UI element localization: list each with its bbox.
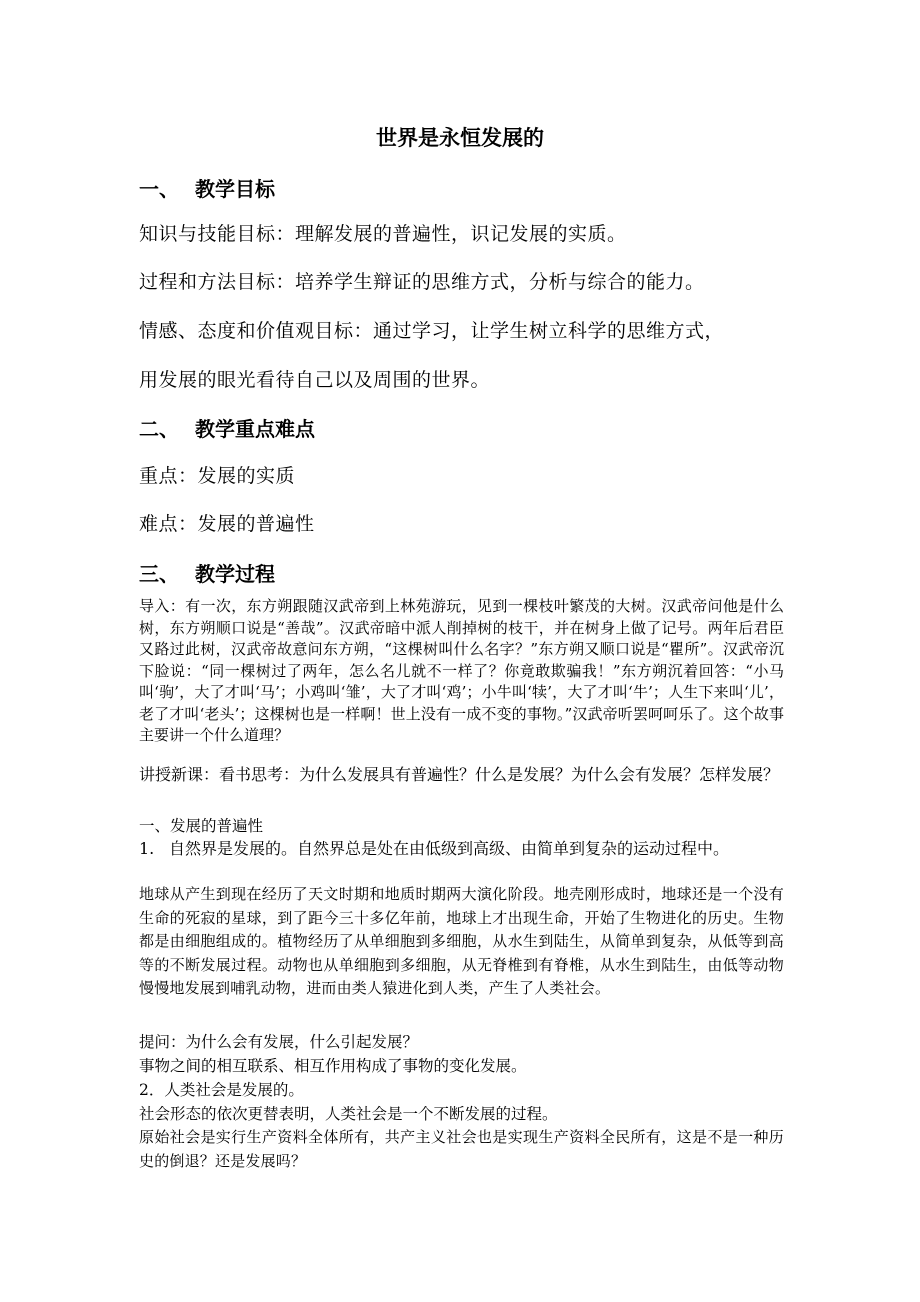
section-label: 教学过程 (195, 562, 275, 586)
primitive-society-paragraph: 原始社会是实行生产资料全体所有，共产主义社会也是实现生产资料全民所有，这是不是一种历史的倒退？还是发展吗？ (139, 1128, 784, 1170)
section-heading-process (139, 558, 275, 587)
section-label: 教学目标 (195, 177, 275, 201)
new-lesson-paragraph: 讲授新课：看书思考：为什么发展具有普遍性？什么是发展？为什么会有发展？怎样发展？ (139, 765, 780, 784)
list-item-number: 1. (139, 839, 155, 858)
goal-knowledge: 知识与技能目标：理解发展的普遍性，识记发展的实质。 (139, 223, 627, 245)
list-item-nature (139, 837, 784, 860)
section-number: 一、 (139, 177, 179, 201)
key-point-focus: 重点：发展的实质 (139, 465, 296, 487)
list-item-society: 2．人类社会是发展的。 (139, 1081, 304, 1099)
answer-line: 事物之间的相互联系、相互作用构成了事物的变化发展。 (139, 1057, 527, 1075)
section-label: 教学重点难点 (195, 417, 315, 441)
earth-paragraph: 地球从产生到现在经历了天文时期和地质时期两大演化阶段。地壳刚形成时，地球还是一个没有生命的死寂的星球，到了距今三十多亿年前，地球上才出现生命，开始了生物进化的历史。生物都是由细胞组成的。植物经历了从单细胞到多细胞，从水生到陆生，从简单到复杂，从低等到高等的不断发展过程。动物也从单细胞到多细胞，从无脊椎到有脊椎，从水生到陆生，由低等动物慢慢地发展到哺乳动物，进而由类人猿进化到人类，产生了人类社会。 (139, 885, 784, 997)
section-heading-goals (139, 173, 275, 202)
question-line: 提问：为什么会有发展，什么引起发展？ (139, 1033, 419, 1051)
goal-emotion-line2: 用发展的眼光看待自己以及周围的世界。 (139, 369, 491, 391)
goal-emotion-line1: 情感、态度和价值观目标：通过学习，让学生树立科学的思维方式， (139, 320, 725, 342)
key-point-difficulty: 难点：发展的普遍性 (139, 513, 315, 535)
page-title: 世界是永恒发展的 (376, 126, 544, 150)
list-item-text: 自然界是发展的。自然界总是处在由低级到高级、由简单到复杂的运动过程中。 (169, 839, 730, 858)
section-number: 三、 (139, 562, 179, 586)
society-line: 社会形态的依次更替表明，人类社会是一个不断发展的过程。 (139, 1105, 558, 1123)
section-heading-key-points (139, 413, 315, 442)
goal-process: 过程和方法目标：培养学生辩证的思维方式，分析与综合的能力。 (139, 271, 705, 293)
sub-heading-universality: 一、发展的普遍性 (139, 817, 264, 835)
intro-paragraph: 导入：有一次，东方朔跟随汉武帝到上林苑游玩，见到一棵枝叶繁茂的大树。汉武帝问他是什么树，东方朔顺口说是“善哉”。汉武帝暗中派人削掉树的枝干，并在树身上做了记号。两年后君臣又路过此树，汉武帝故意问东方朔，“这棵树叫什么名字？”东方朔又顺口说是“瞿所”。汉武帝沉下脸说：“同一棵树过了两年，怎么名儿就不一样了？你竟敢欺骗我！”东方朔沉着回答：“小马叫‘驹’，大了才叫‘马’；小鸡叫‘雏’，大了才叫‘鸡’；小牛叫‘犊’，大了才叫‘牛’；人生下来叫‘儿’，老了才叫‘老头’；这棵树也是一样啊！世上没有一成不变的事物。”汉武帝听罢呵呵乐了。这个故事主要讲一个什么道理？ (139, 597, 784, 744)
section-number: 二、 (139, 417, 179, 441)
